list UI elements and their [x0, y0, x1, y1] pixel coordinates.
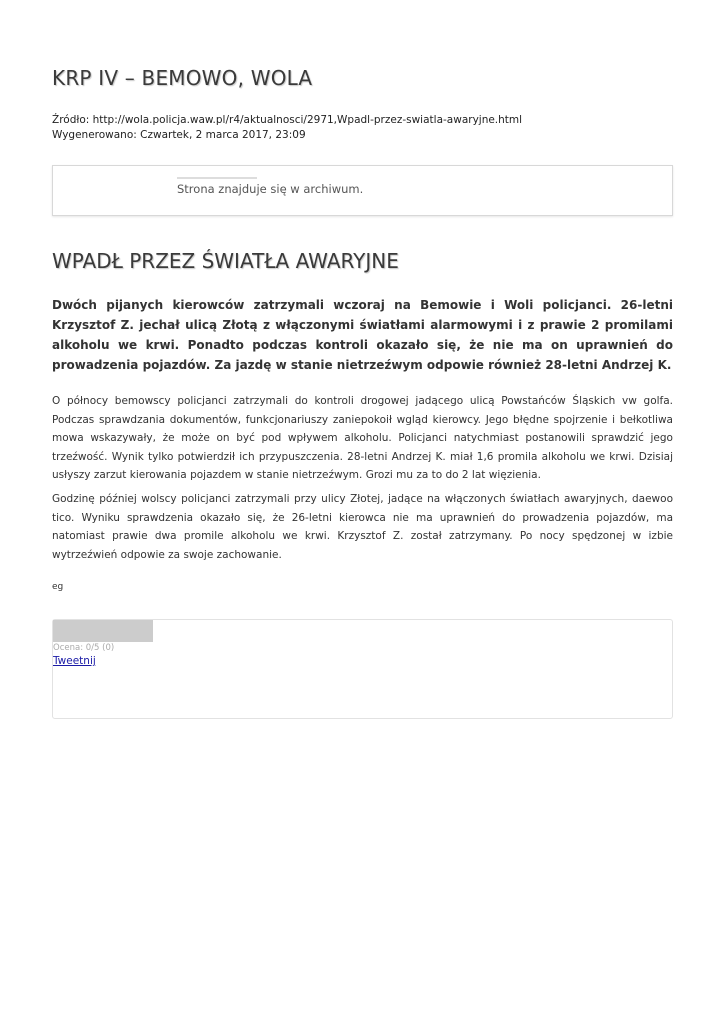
site-title: KRP IV – BEMOWO, WOLA — [52, 66, 313, 90]
rating-stars[interactable] — [53, 620, 153, 642]
author-signature: eg — [52, 582, 64, 592]
tweet-link[interactable]: Tweetnij — [53, 655, 96, 667]
article-lead: Dwóch pijanych kierowców zatrzymali wczoraj na Bemowie i Woli policjanci. 26-letni Krzysztof Z. jechał ulicą Złotą z włączonymi światłami alarmowymi i z prawie 2 promilami alkoholu we krwi. Ponadto podczas kontroli okazało się, że nie ma on uprawnień do prowadzenia pojazdów. Za jazdę w stanie nietrzeźwym odpowie również 28-letni Andrzej K. — [52, 298, 673, 372]
article-paragraph: O północy bemowscy policjanci zatrzymali do kontroli drogowej jadącego ulicą Powstańców Śląskich vw golfa. Podczas sprawdzania dokumentów, funkcjonariuszy zaniepokoił wgląd kierowcy. Jego błędne spojrzenie i bełkotliwa mowa wskazywały, że może on być pod wpływem alkoholu. Policjanci natychmiast postanowili sprawdzić jego trzeźwość. Wynik tylko potwierdził ich przypuszczenia. 28-letni Andrzej K. miał 1,6 promila alkoholu we krwi. Dzisiaj usłyszy zarzut kierowania pojazdem w stanie nietrzeźwym. Grozi mu za to do 2 lat więzienia. — [52, 395, 673, 481]
article-title: WPADŁ PRZEZ ŚWIATŁA AWARYJNE — [52, 249, 399, 273]
source-meta — [52, 113, 522, 143]
source-line: Źródło: http://wola.policja.waw.pl/r4/aktualnosci/2971,Wpadl-przez-swiatla-awaryjne.html — [52, 114, 523, 126]
rating-text: Ocena: 0/5 (0) — [53, 643, 115, 653]
archive-divider — [177, 177, 257, 179]
share-box — [52, 619, 673, 719]
article-paragraph: Godzinę później wolscy policjanci zatrzymali przy ulicy Złotej, jadące na włączonych światłach awaryjnych, daewoo tico. Wyniku sprawdzenia okazało się, że 26-letni kierowca nie ma uprawnień do prowadzenia pojazdów, ma natomiast prawie dwa promile alkoholu we krwi. Krzysztof Z. został zatrzymany. Po nocy spędzonej w izbie wytrzeźwień odpowie za swoje zachowanie. — [52, 493, 673, 561]
archive-notice-text: Strona znajduje się w archiwum. — [177, 182, 364, 196]
archive-notice-box — [52, 165, 673, 216]
generated-line: Wygenerowano: Czwartek, 2 marca 2017, 23:09 — [52, 129, 306, 141]
